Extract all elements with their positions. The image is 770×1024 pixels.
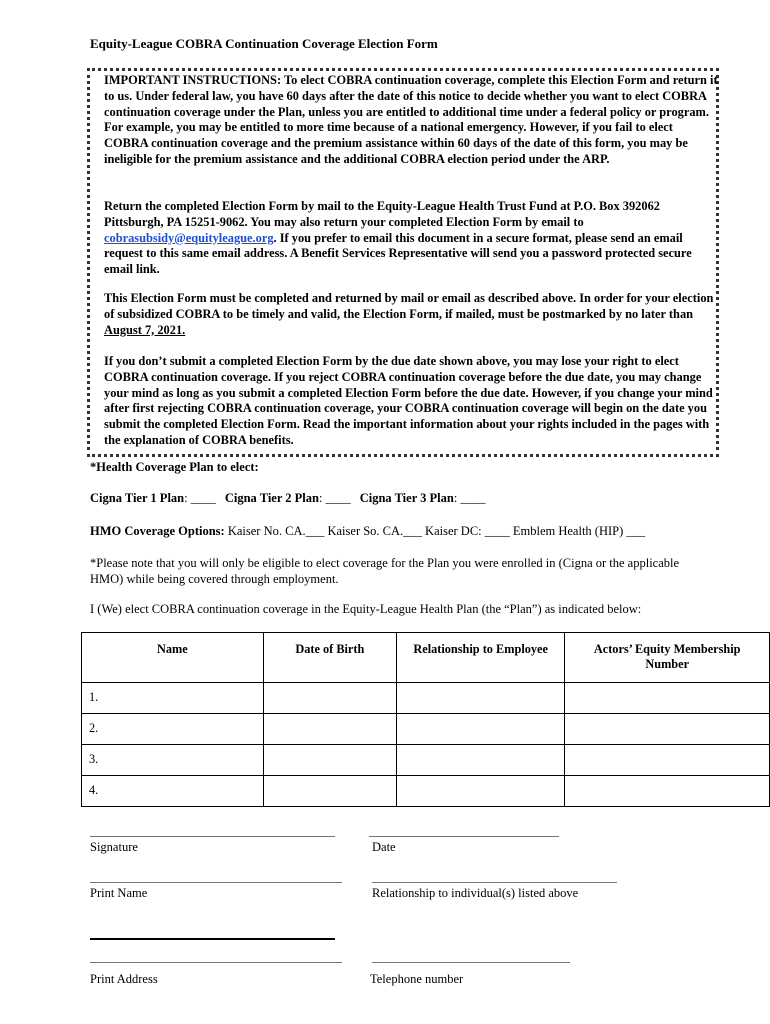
row-number: 2. bbox=[82, 714, 264, 745]
instructions-paragraph-3 bbox=[104, 291, 720, 338]
print-address-label: Print Address bbox=[90, 972, 158, 986]
hmo-options bbox=[90, 524, 645, 539]
relationship-cell[interactable] bbox=[396, 683, 564, 714]
table-row bbox=[82, 745, 770, 776]
signature-line[interactable] bbox=[90, 836, 335, 837]
table-row bbox=[82, 683, 770, 714]
hmo-choices[interactable]: Kaiser No. CA.___ Kaiser So. CA.___ Kaiser DC: ____ Emblem Health (HIP) ___ bbox=[224, 524, 646, 538]
membership-cell[interactable] bbox=[565, 714, 770, 745]
election-statement: I (We) elect COBRA continuation coverage in the Equity-League Health Plan (the “Plan”) as indicated below: bbox=[90, 602, 642, 616]
cigna-plan-options bbox=[90, 491, 485, 506]
header-name: Name bbox=[82, 633, 264, 683]
relationship-cell[interactable] bbox=[396, 776, 564, 807]
header-membership-number: Actors’ Equity Membership Number bbox=[565, 633, 770, 683]
membership-cell[interactable] bbox=[565, 683, 770, 714]
telephone-line[interactable] bbox=[372, 962, 570, 963]
relationship-cell[interactable] bbox=[396, 714, 564, 745]
print-name-label: Print Name bbox=[90, 886, 148, 900]
cigna-tier-2-label: Cigna Tier 2 Plan bbox=[224, 491, 319, 505]
address-line-1[interactable] bbox=[90, 938, 335, 940]
dependents-table bbox=[81, 632, 770, 807]
table-row bbox=[82, 776, 770, 807]
address-line-2[interactable] bbox=[90, 962, 342, 963]
telephone-label: Telephone number bbox=[370, 972, 464, 986]
dob-cell[interactable] bbox=[263, 776, 396, 807]
plan-heading: *Health Coverage Plan to elect: bbox=[90, 460, 259, 474]
cigna-tier-3-label: Cigna Tier 3 Plan bbox=[359, 491, 454, 505]
cigna-tier-1-blank[interactable]: : ____ bbox=[184, 491, 216, 505]
cigna-tier-2-blank[interactable]: : ____ bbox=[318, 491, 351, 505]
relationship-cell[interactable] bbox=[396, 745, 564, 776]
signature-label: Signature bbox=[90, 840, 138, 854]
membership-cell[interactable] bbox=[565, 745, 770, 776]
header-relationship: Relationship to Employee bbox=[396, 633, 564, 683]
header-date-of-birth: Date of Birth bbox=[263, 633, 396, 683]
cobra-email-link[interactable]: cobrasubsidy@equityleague.org bbox=[104, 230, 274, 245]
table-header-row bbox=[82, 633, 770, 683]
deadline-text: This Election Form must be completed and returned by mail or email as described above. In order for your election of subsidized COBRA to be timely and valid, the Election Form, if mailed, must be postmarked by no later than bbox=[104, 291, 714, 321]
relationship-line[interactable] bbox=[372, 882, 617, 883]
dob-cell[interactable] bbox=[263, 714, 396, 745]
row-number: 1. bbox=[82, 683, 264, 714]
form-title: Equity-League COBRA Continuation Coverage Election Form bbox=[90, 36, 438, 51]
relationship-label: Relationship to individual(s) listed above bbox=[372, 886, 579, 900]
dob-cell[interactable] bbox=[263, 745, 396, 776]
instructions-paragraph-4: If you don’t submit a completed Election Form by the due date shown above, you may lose your right to elect COBRA continuation coverage. If you reject COBRA continuation coverage before the due date, you may change your mind as long as you submit a completed Election Form before the due date. However, if you change your mind after first rejecting COBRA continuation coverage, your COBRA continuation coverage will begin on the date you submit the completed Election Form. Read the important information about your rights included in the pages with the explanation of COBRA benefits. bbox=[104, 354, 713, 447]
instructions-paragraph-1: IMPORTANT INSTRUCTIONS: To elect COBRA continuation coverage, complete this Election Form and return it to us. Under federal law, you have 60 days after the date of this notice to decide whether you want to elect COBRA continuation coverage under the Plan, unless you are entitled to additional time under a federal policy or program. For example, you may be entitled to more time because of a national emergency. However, if you fail to elect COBRA continuation coverage and the premium assistance within 60 days of the date of this form, you may be ineligible for the premium assistance and the additional COBRA election period under the ARP. bbox=[104, 73, 718, 166]
hmo-label: HMO Coverage Options: bbox=[90, 524, 225, 538]
instructions-paragraph-2 bbox=[104, 199, 720, 278]
print-name-line[interactable] bbox=[90, 882, 342, 883]
row-number: 4. bbox=[82, 776, 264, 807]
cigna-tier-1-label: Cigna Tier 1 Plan bbox=[90, 491, 185, 505]
deadline-date: August 7, 2021. bbox=[104, 322, 186, 337]
cigna-tier-3-blank[interactable]: : ____ bbox=[453, 491, 486, 505]
date-label: Date bbox=[372, 840, 396, 854]
secure-email-text: . If you prefer to email this document in a secure format, please send an email request to this same email address. A Benefit Services Representative will send you a password protected secure email link. bbox=[104, 230, 692, 277]
table-row bbox=[82, 714, 770, 745]
return-address-text: Return the completed Election Form by mail to the Equity-League Health Trust Fund at P.O. Box 392062 Pittsburgh, PA 15251-9062. You may also return your completed Election Form by email to bbox=[104, 199, 660, 229]
eligibility-note: *Please note that you will only be eligible to elect coverage for the Plan you were enrolled in (Cigna or the applicable HMO) while being covered through employment. bbox=[90, 556, 680, 586]
date-line[interactable] bbox=[369, 836, 559, 837]
dob-cell[interactable] bbox=[263, 683, 396, 714]
row-number: 3. bbox=[82, 745, 264, 776]
membership-cell[interactable] bbox=[565, 776, 770, 807]
